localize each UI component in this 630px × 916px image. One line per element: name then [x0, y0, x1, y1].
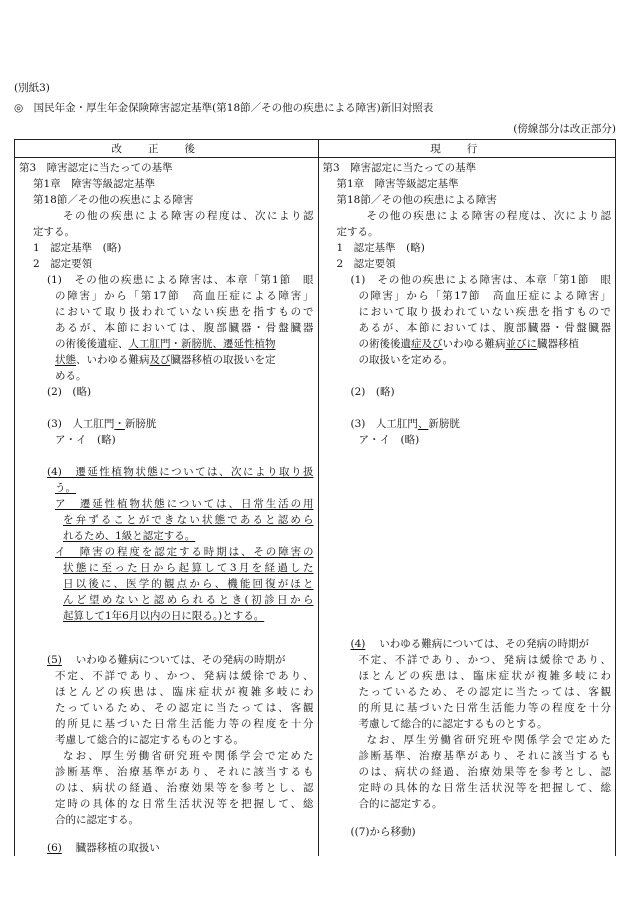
- spacer: [323, 368, 612, 384]
- para-1-line: の障害」から「第17節 高血圧症による障害」: [358, 290, 611, 302]
- para-4-line: んど望めないと認められるとき(初診日から: [63, 594, 314, 606]
- underlined-text: (5): [47, 654, 62, 666]
- spacer: [19, 828, 314, 840]
- text-run: 、いわゆる難病: [76, 354, 150, 366]
- underline-note: (傍線部分は改正部分): [513, 123, 616, 135]
- text-run: いわゆる難病については、その発病の時期が: [75, 654, 286, 666]
- revised-column-header: 改正後: [15, 140, 319, 158]
- para-4-line: 日以後に、医学的観点から、機能回復がほと: [63, 578, 314, 590]
- section-title: 第18節／その他の疾患による障害: [336, 194, 497, 206]
- para-5-line: 的所見に基づいた日常生活能力等の程度を十分: [55, 718, 314, 730]
- spacer: [323, 448, 612, 464]
- section-title: 第18節／その他の疾患による障害: [33, 194, 194, 206]
- text-run: いわゆる難病: [442, 338, 506, 350]
- para-5-line: 不定、不詳であり、かつ、発病は緩徐であり、: [55, 670, 314, 682]
- underlined-text: (6): [47, 842, 62, 854]
- underlined-text: 並びに: [505, 338, 537, 350]
- para-5-line: 定時の具体的な日常生活状況等を把握して、総: [55, 798, 314, 810]
- comparison-table: [14, 139, 616, 856]
- para-5-line: のは、病状の経過、治療効果等を参考とし、認: [55, 782, 314, 794]
- current-column: [318, 158, 616, 857]
- chapter-heading: 第1章 障害等級認定基準: [33, 178, 156, 190]
- para-1-line: の障害」から「第17節 高血圧症による障害」: [55, 290, 314, 302]
- para-2: (2) (略): [47, 386, 92, 398]
- text-run: の術後後遺: [358, 338, 411, 350]
- para-1-line: [19, 336, 314, 352]
- criteria-item: 1 認定基準 (略): [33, 242, 122, 254]
- para-4-line: ア 遷延性植物状態については、日常生活の用: [55, 498, 314, 510]
- para-4-line: なお、厚生労働省研究班や関係学会で定めた: [366, 734, 611, 746]
- para-4-line: 定時の具体的な日常生活状況等を把握して、総: [358, 782, 611, 794]
- guideline-item: 2 認定要領: [336, 258, 396, 270]
- para-4-line: [323, 636, 612, 652]
- para-4-line: 合的に認定する。: [358, 798, 443, 810]
- para-5-line: 考慮して総合的に認定するものとする。: [55, 734, 244, 746]
- para-4-line: たっているため、その認定に当たっては、客観: [358, 686, 611, 698]
- para-4-line: (4) 遷延性植物状態については、次により取り扱: [47, 466, 314, 478]
- underlined-text: れるため、1級と認定する。: [63, 530, 196, 542]
- spacer: [323, 812, 612, 824]
- para-5-line: 診断基準、治療基準があり、それに該当するも: [55, 766, 314, 778]
- spacer: [323, 464, 612, 480]
- guideline-item: 2 認定要領: [33, 258, 93, 270]
- text-run: 新膀胱: [124, 418, 157, 430]
- para-4-line: 状態に至った日から起算して3月を経過した: [63, 562, 314, 574]
- para-2: (2) (略): [350, 386, 395, 398]
- para-1-line: において取り扱われていない疾患を指すもので: [55, 306, 314, 318]
- text-run: 臓器移植の取扱いを定: [170, 354, 276, 366]
- underlined-text: 人工肛門・新膀胱、遷延性植物: [128, 338, 276, 350]
- spacer: [323, 496, 612, 512]
- underlined-text: 及び: [149, 354, 171, 366]
- underlined-text: ・: [114, 418, 125, 430]
- para-4-line: 不定、不詳であり、かつ、発病は緩徐であり、: [358, 654, 611, 666]
- intro-line: その他の疾患による障害の程度は、次により認: [63, 210, 314, 222]
- criteria-item: 1 認定基準 (略): [336, 242, 425, 254]
- text-run: いわゆる難病については、その発病の時期が: [379, 638, 590, 650]
- para-1-line: において取り扱われていない疾患を指すもので: [358, 306, 611, 318]
- para-4-line: 考慮して総合的に認定するものとする。: [358, 718, 548, 730]
- para-3: [323, 416, 612, 432]
- underlined-text: 、: [417, 418, 429, 430]
- para-1-line: [323, 336, 612, 352]
- chapter-heading: 第1章 障害等級認定基準: [336, 178, 459, 190]
- para-1-line: める。: [55, 370, 87, 382]
- spacer: [19, 640, 314, 652]
- para-4-line: ほとんどの疾患は、臨床症状が複雑多岐にわ: [358, 670, 611, 682]
- text-run: の術後後遺症、: [55, 338, 129, 350]
- underlined-text: (4): [350, 638, 366, 650]
- document-title: ◎ 国民年金・厚生年金保険障害認定基準(第18節／その他の疾患による障害)新旧対照表: [14, 102, 434, 114]
- text-run: 新膀胱: [428, 418, 460, 430]
- para-1-line: (1) その他の疾患による障害は、本章「第1節 眼: [47, 274, 314, 286]
- spacer: [323, 528, 612, 544]
- section-heading: 第3 障害認定に当たっての基準: [19, 162, 173, 174]
- para-4-line: のは、病状の経過、治療効果等を参考とし、認: [358, 766, 611, 778]
- underlined-text: 状態: [55, 354, 76, 366]
- para-5-line: ほとんどの疾患は、臨床症状が複雑多岐にわ: [55, 686, 314, 698]
- intro-line: 定する。: [33, 226, 75, 238]
- para-1-line: あるが、本節においては、腹部臓器・骨盤臓器: [55, 322, 314, 334]
- underlined-text: 症及び: [411, 338, 443, 350]
- para-3: [19, 416, 314, 432]
- para-1-line: (1) その他の疾患による障害は、本章「第1節 眼: [350, 274, 611, 286]
- text-run: (3) 人工肛門: [47, 418, 115, 430]
- para-3-sub: ア・イ (略): [55, 434, 116, 446]
- spacer: [19, 624, 314, 640]
- spacer: [323, 560, 612, 576]
- para-4-line: 的所見に基づいた日常生活能力等の程度を十分: [358, 702, 611, 714]
- spacer: [323, 544, 612, 560]
- text-run: 臓器移植の取扱い: [75, 842, 160, 854]
- section-heading: 第3 障害認定に当たっての基準: [322, 162, 477, 174]
- attachment-label: (別紙3): [14, 82, 50, 94]
- spacer: [323, 608, 612, 624]
- spacer: [323, 400, 612, 416]
- para-5-line: なお、厚生労働省研究班や関係学会で定めた: [63, 750, 314, 762]
- para-5-line: [19, 652, 314, 668]
- para-4-line: イ 障害の程度を認定する時期は、その障害の: [55, 546, 314, 558]
- spacer: [19, 400, 314, 416]
- moved-note: ((7)から移動): [350, 826, 416, 838]
- text-run: (3) 人工肛門: [350, 418, 418, 430]
- para-1-line: の取扱いを定める。: [358, 354, 453, 366]
- para-5-line: 合的に認定する。: [55, 814, 139, 826]
- intro-line: その他の疾患による障害の程度は、次により認: [366, 210, 611, 222]
- spacer: [323, 512, 612, 528]
- underlined-text: う。: [55, 482, 76, 494]
- spacer: [323, 576, 612, 592]
- spacer: [323, 592, 612, 608]
- para-5-line: たっているため、その認定に当たっては、客観: [55, 702, 314, 714]
- spacer: [323, 624, 612, 636]
- para-1-line: あるが、本節においては、腹部臓器・骨盤臓器: [358, 322, 611, 334]
- text-run: 臓器移植: [537, 338, 579, 350]
- current-column-header: 現行: [318, 140, 616, 158]
- spacer: [19, 448, 314, 464]
- spacer: [323, 480, 612, 496]
- para-6: [19, 840, 314, 856]
- para-3-sub: ア・イ (略): [358, 434, 420, 446]
- intro-line: 定する。: [336, 226, 379, 238]
- revised-column: [15, 158, 319, 857]
- para-1-line: [19, 352, 314, 368]
- para-4-line: 診断基準、治療基準があり、それに該当するも: [358, 750, 611, 762]
- underlined-text: 起算して1年6月以内の日に限る。)とする。: [63, 610, 265, 622]
- para-4-line: を弁ずることができない状態であると認めら: [63, 514, 314, 526]
